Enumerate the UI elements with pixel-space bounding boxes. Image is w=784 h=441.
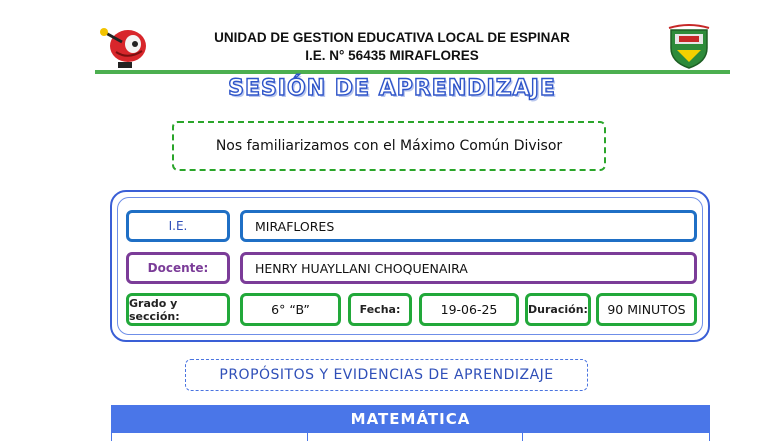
ie-label: I.E. <box>126 210 230 242</box>
subject-header: MATEMÁTICA <box>111 405 710 433</box>
ugel-logo <box>98 20 152 72</box>
school-shield-logo <box>667 24 711 70</box>
duracion-label: Duración: <box>525 293 591 326</box>
duracion-value: 90 MINUTOS <box>596 293 697 326</box>
ugel-mascot-icon <box>98 20 152 72</box>
ie-value: MIRAFLORES <box>240 210 697 242</box>
shield-icon <box>667 24 711 70</box>
table-row <box>111 433 710 441</box>
docente-label: Docente: <box>126 252 230 284</box>
purposes-heading: PROPÓSITOS Y EVIDENCIAS DE APRENDIZAJE <box>185 359 588 391</box>
fecha-label: Fecha: <box>348 293 412 326</box>
docente-value: HENRY HUAYLLANI CHOQUENAIRA <box>240 252 697 284</box>
grado-value: 6° “B” <box>240 293 341 326</box>
page-title: SESIÓN DE APRENDIZAJE <box>228 76 556 101</box>
header-divider <box>95 70 730 74</box>
header-line-2: I.E. N° 56435 MIRAFLORES <box>305 48 479 63</box>
header-line-1: UNIDAD DE GESTION EDUCATIVA LOCAL DE ESPINAR <box>214 30 570 45</box>
session-topic: Nos familiarizamos con el Máximo Común Divisor <box>172 121 606 171</box>
grado-label: Grado y sección: <box>126 293 230 326</box>
fecha-value: 19-06-25 <box>419 293 519 326</box>
